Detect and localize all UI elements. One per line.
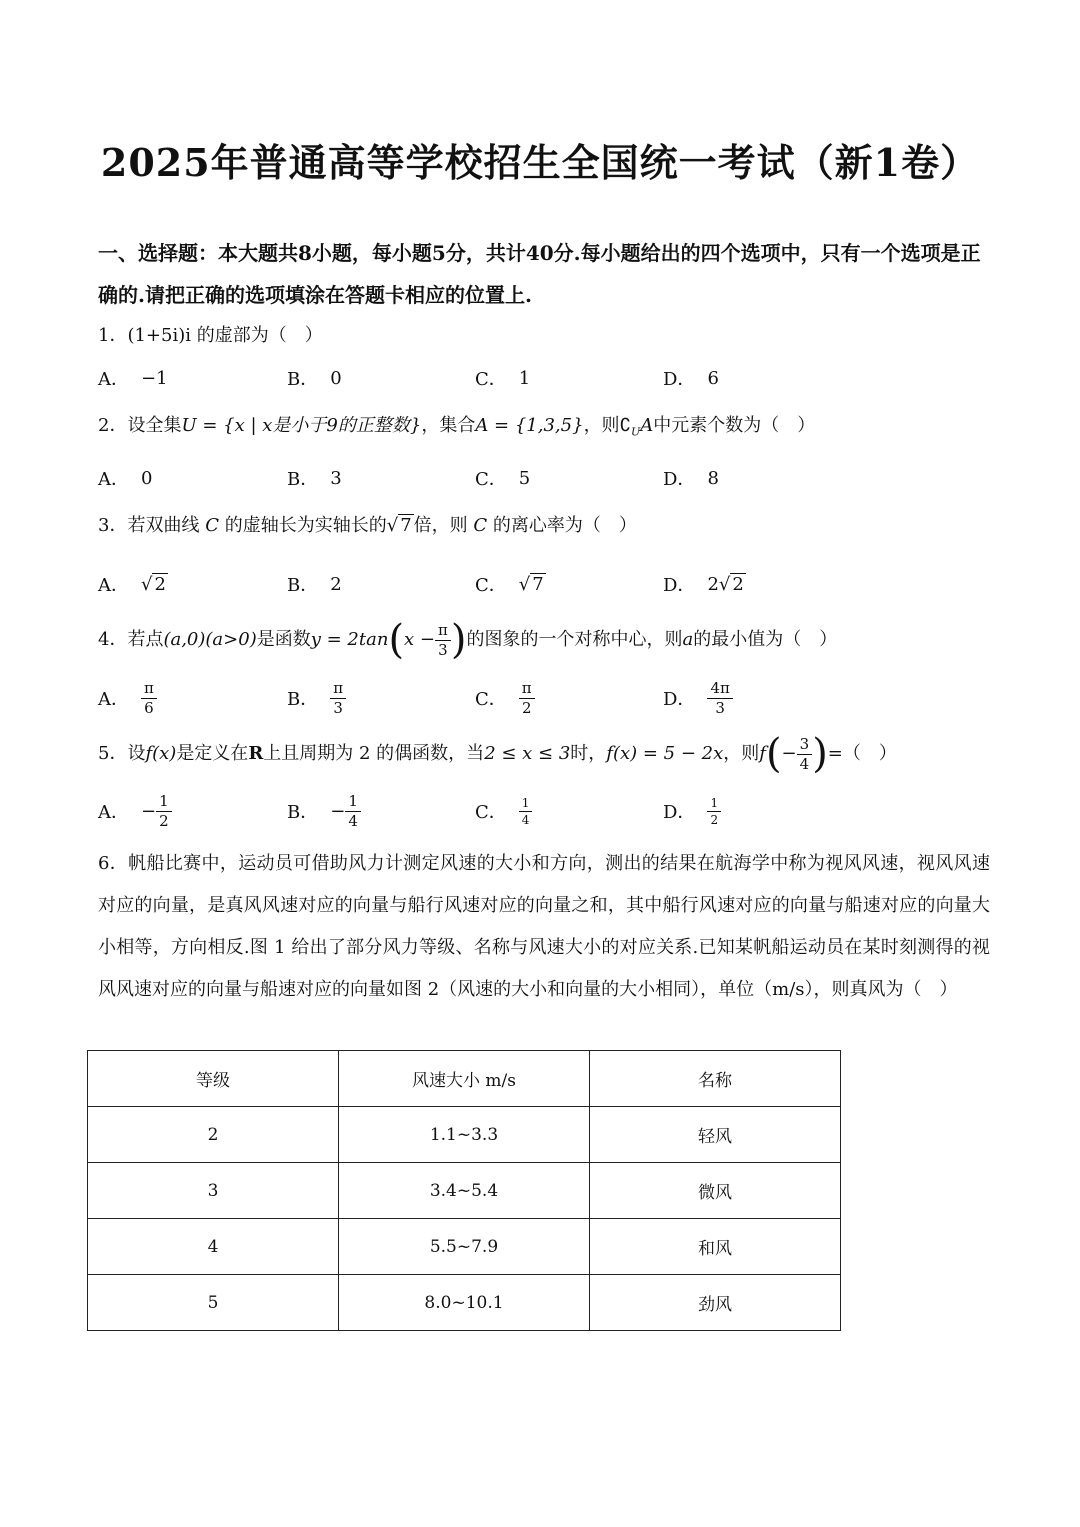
option-c[interactable]: C． $\frac{1}{4}$ [475,789,532,833]
option-b[interactable]: B． 3 [287,467,342,490]
table-cell: 3 [88,1163,339,1219]
section-instructions: 一、选择题：本大题共8小题，每小题5分，共计40分.每小题给出的四个选项中，只有一个选项是正确的.请把正确的选项填涂在答题卡相应的位置上. [98,241,981,307]
question-number: 3． [98,515,128,536]
table-cell: 2 [88,1107,339,1163]
fraction: $\frac{\pi}{3}$ [435,621,451,660]
question-text: 的虚部为（ ） [191,325,323,346]
table-header-row [88,1051,841,1107]
math-expression: y = 2tan [310,629,389,650]
option-d[interactable]: D． 8 [663,467,719,490]
wind-table [87,1050,841,1331]
question-4-stem: 4．若点(a,0)(a>0)是函数y = 2tan(x − $\frac{\pi}{3}$ )的图象的一个对称中心，则a的最小值为（ ） [98,617,838,663]
option-a[interactable]: A． −1 [98,367,168,390]
table-cell: 5.5~7.9 [339,1219,590,1275]
question-number: 2． [98,415,128,436]
complement-symbol: ∁ [619,415,632,436]
option-d[interactable]: D． $\frac{4\pi}{3}$ [663,676,733,720]
table-header-cell: 名称 [590,1051,841,1107]
math-expression: (a,0)(a>0) [163,629,257,650]
option-b[interactable]: B． 2 [287,573,342,596]
fraction: $\frac{3}{4}$ [797,735,813,774]
option-d[interactable]: D． $\frac{1}{2}$ [663,789,721,833]
exam-title: 2025年普通高等学校招生全国统一考试（新1卷） [100,140,980,185]
question-number: 5． [98,743,128,764]
option-d[interactable]: D． 2 √ 2 [663,573,744,596]
table-cell: 轻风 [590,1107,841,1163]
option-b[interactable]: B． 0 [287,367,342,390]
table-cell: 和风 [590,1219,841,1275]
math-expression: U = {x | x是小于9的正整数} [181,415,422,436]
table-header-cell: 风速大小 m/s [339,1051,590,1107]
question-1-stem [98,322,990,350]
question-number: 1． [98,325,128,346]
table-cell: 微风 [590,1163,841,1219]
table-header-cell: 等级 [88,1051,339,1107]
option-a[interactable]: A． $\frac{\pi}{6}$ [98,676,157,720]
option-c[interactable]: C． 5 [475,467,531,490]
option-c[interactable]: C． 1 [475,367,531,390]
option-b[interactable]: B． $\frac{\pi}{3}$ [287,676,346,720]
table-row [88,1163,841,1219]
table-cell: 劲风 [590,1275,841,1331]
table-cell: 4 [88,1219,339,1275]
question-2-stem: 2．设全集U = {x | x是小于9的正整数}，集合A = {1,3,5}，则$∁_UA$中元素个数为（ ） [98,415,816,439]
table-cell: 1.1~3.3 [339,1107,590,1163]
question-5-stem: 5．设f(x)是定义在R上且周期为 2 的偶函数，当2 ≤ x ≤ 3时，f(x) = 5 − 2x，则f(− $\frac{3}{4}$ )=（ ） [98,731,897,777]
math-expression: A = {1,3,5} [475,415,584,436]
question-6-text: 6．帆船比赛中，运动员可借助风力计测定风速的大小和方向，测出的结果在航海学中称为视风风速，视风风速对应的向量，是真风风速对应的向量与船行风速对应的向量之和，其中船行风速对应的向量与船速对应的向量大小相等，方向相反.图 1 给出了部分风力等级、名称与风速大小的对应关系.已知某帆船运动员在某时刻测得的视风风速对应的向量与船速对应的向量如图 2（风速的大小和向量的大小相同），单位（m/s），则真风为（ ） [98,853,990,1000]
math-expression: (1+5i)i [127,325,191,346]
table-row [88,1107,841,1163]
option-a[interactable]: A． 0 [98,467,153,490]
question-3-stem: 3．若双曲线 C 的虚轴长为实轴长的√ 7 倍，则 C 的离心率为（ ） [98,515,637,536]
question-number: 4． [98,629,128,650]
option-c[interactable]: C． $\frac{\pi}{2}$ [475,676,535,720]
option-b[interactable]: B． − $\frac{1}{4}$ [287,789,361,833]
table-row [88,1275,841,1331]
option-d[interactable]: D． 6 [663,367,719,390]
option-c[interactable]: C． √ 7 [475,573,544,596]
table-row [88,1219,841,1275]
sqrt-expression: √ 7 [386,515,412,536]
table-cell: 3.4~5.4 [339,1163,590,1219]
option-a[interactable]: A． √ 2 [98,573,166,596]
table-cell: 8.0~10.1 [339,1275,590,1331]
option-a[interactable]: A． − $\frac{1}{2}$ [98,789,172,833]
table-cell: 5 [88,1275,339,1331]
